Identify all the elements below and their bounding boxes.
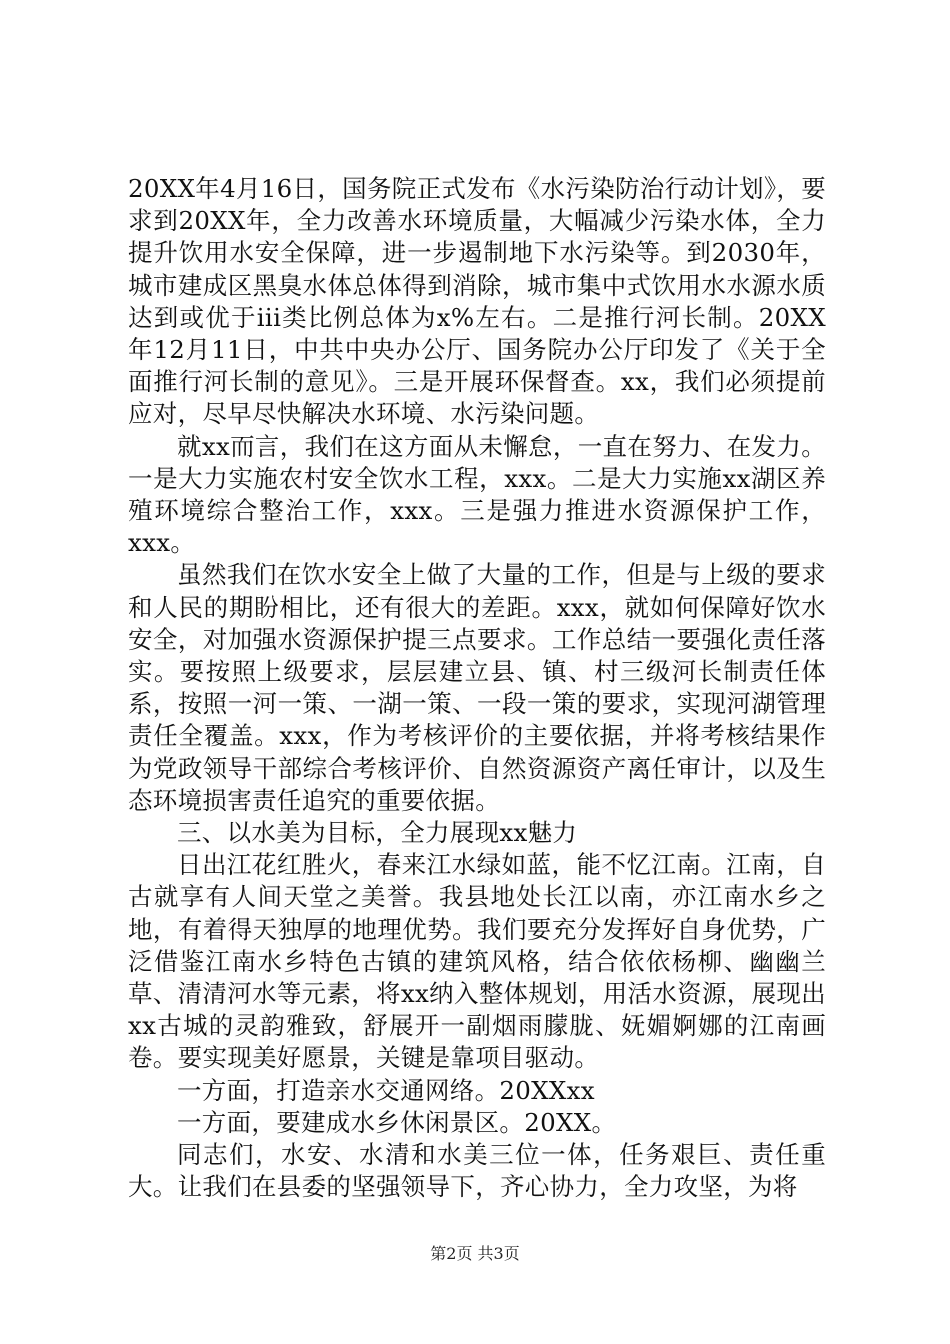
paragraph-5: 一方面，打造亲水交通网络。20XXxx <box>177 1075 595 1105</box>
paragraph-2: 就xx而言，我们在这方面从未懈怠，一直在努力、在发力。一是大力实施农村安全饮水工程，xxx。二是大力实施xx湖区养殖环境综合整治工作，xxx。三是强力推进水资源保护工作，xxx。 <box>128 431 826 558</box>
page-number-footer: 第2页 共3页 <box>430 1244 520 1263</box>
paragraph-3: 虽然我们在饮水安全上做了大量的工作，但是与上级的要求和人民的期盼相比，还有很大的差距。xxx，就如何保障好饮水安全，对加强水资源保护提三点要求。工作总结一要强化责任落实。要按照上级要求，层层建立县、镇、村三级河长制责任体系，按照一河一策、一湖一策、一段一策的要求，实现河湖管理责任全覆盖。xxx，作为考核评价的主要依据，并将考核结果作为党政领导干部综合考核评价、自然资源资产离任审计，以及生态环境损害责任追究的重要依据。 <box>128 560 826 815</box>
paragraph-7: 同志们，水安、水清和水美三位一体，任务艰巨、责任重大。让我们在县委的坚强领导下，齐心协力，全力攻坚，为将 <box>128 1140 826 1202</box>
section-heading: 三、以水美为目标，全力展现xx魅力 <box>177 818 578 848</box>
paragraph-6: 一方面，要建成水乡休闲景区。20XX。 <box>177 1107 617 1137</box>
paragraph-4: 日出江花红胜火，春来江水绿如蓝，能不忆江南。江南，自古就享有人间天堂之美誉。我县地处长江以南，亦江南水乡之地，有着得天独厚的地理优势。我们要充分发挥好自身优势，广泛借鉴江南水乡特色古镇的建筑风格，结合依依杨柳、幽幽兰草、清清河水等元素，将xx纳入整体规划，用活水资源，展现出xx古城的灵韵雅致，舒展开一副烟雨朦胧、妩媚婀娜的江南画卷。要实现美好愿景，关键是靠项目驱动。 <box>128 850 826 1073</box>
paragraph-1: 20XX年4月16日，国务院正式发布《水污染防治行动计划》，要求到20XX年，全力改善水环境质量，大幅减少污染水体，全力提升饮用水安全保障，进一步遏制地下水污染等。到2030年，城市建成区黑臭水体总体得到消除，城市集中式饮用水水源水质达到或优于iii类比例总体为x%左右。二是推行河长制。20XX年12月11日，中共中央办公厅、国务院办公厅印发了《关于全面推行河长制的意见》。三是开展环保督查。xx，我们必须提前应对，尽早尽快解决水环境、水污染问题。 <box>128 174 826 429</box>
document-body <box>128 173 826 1204</box>
